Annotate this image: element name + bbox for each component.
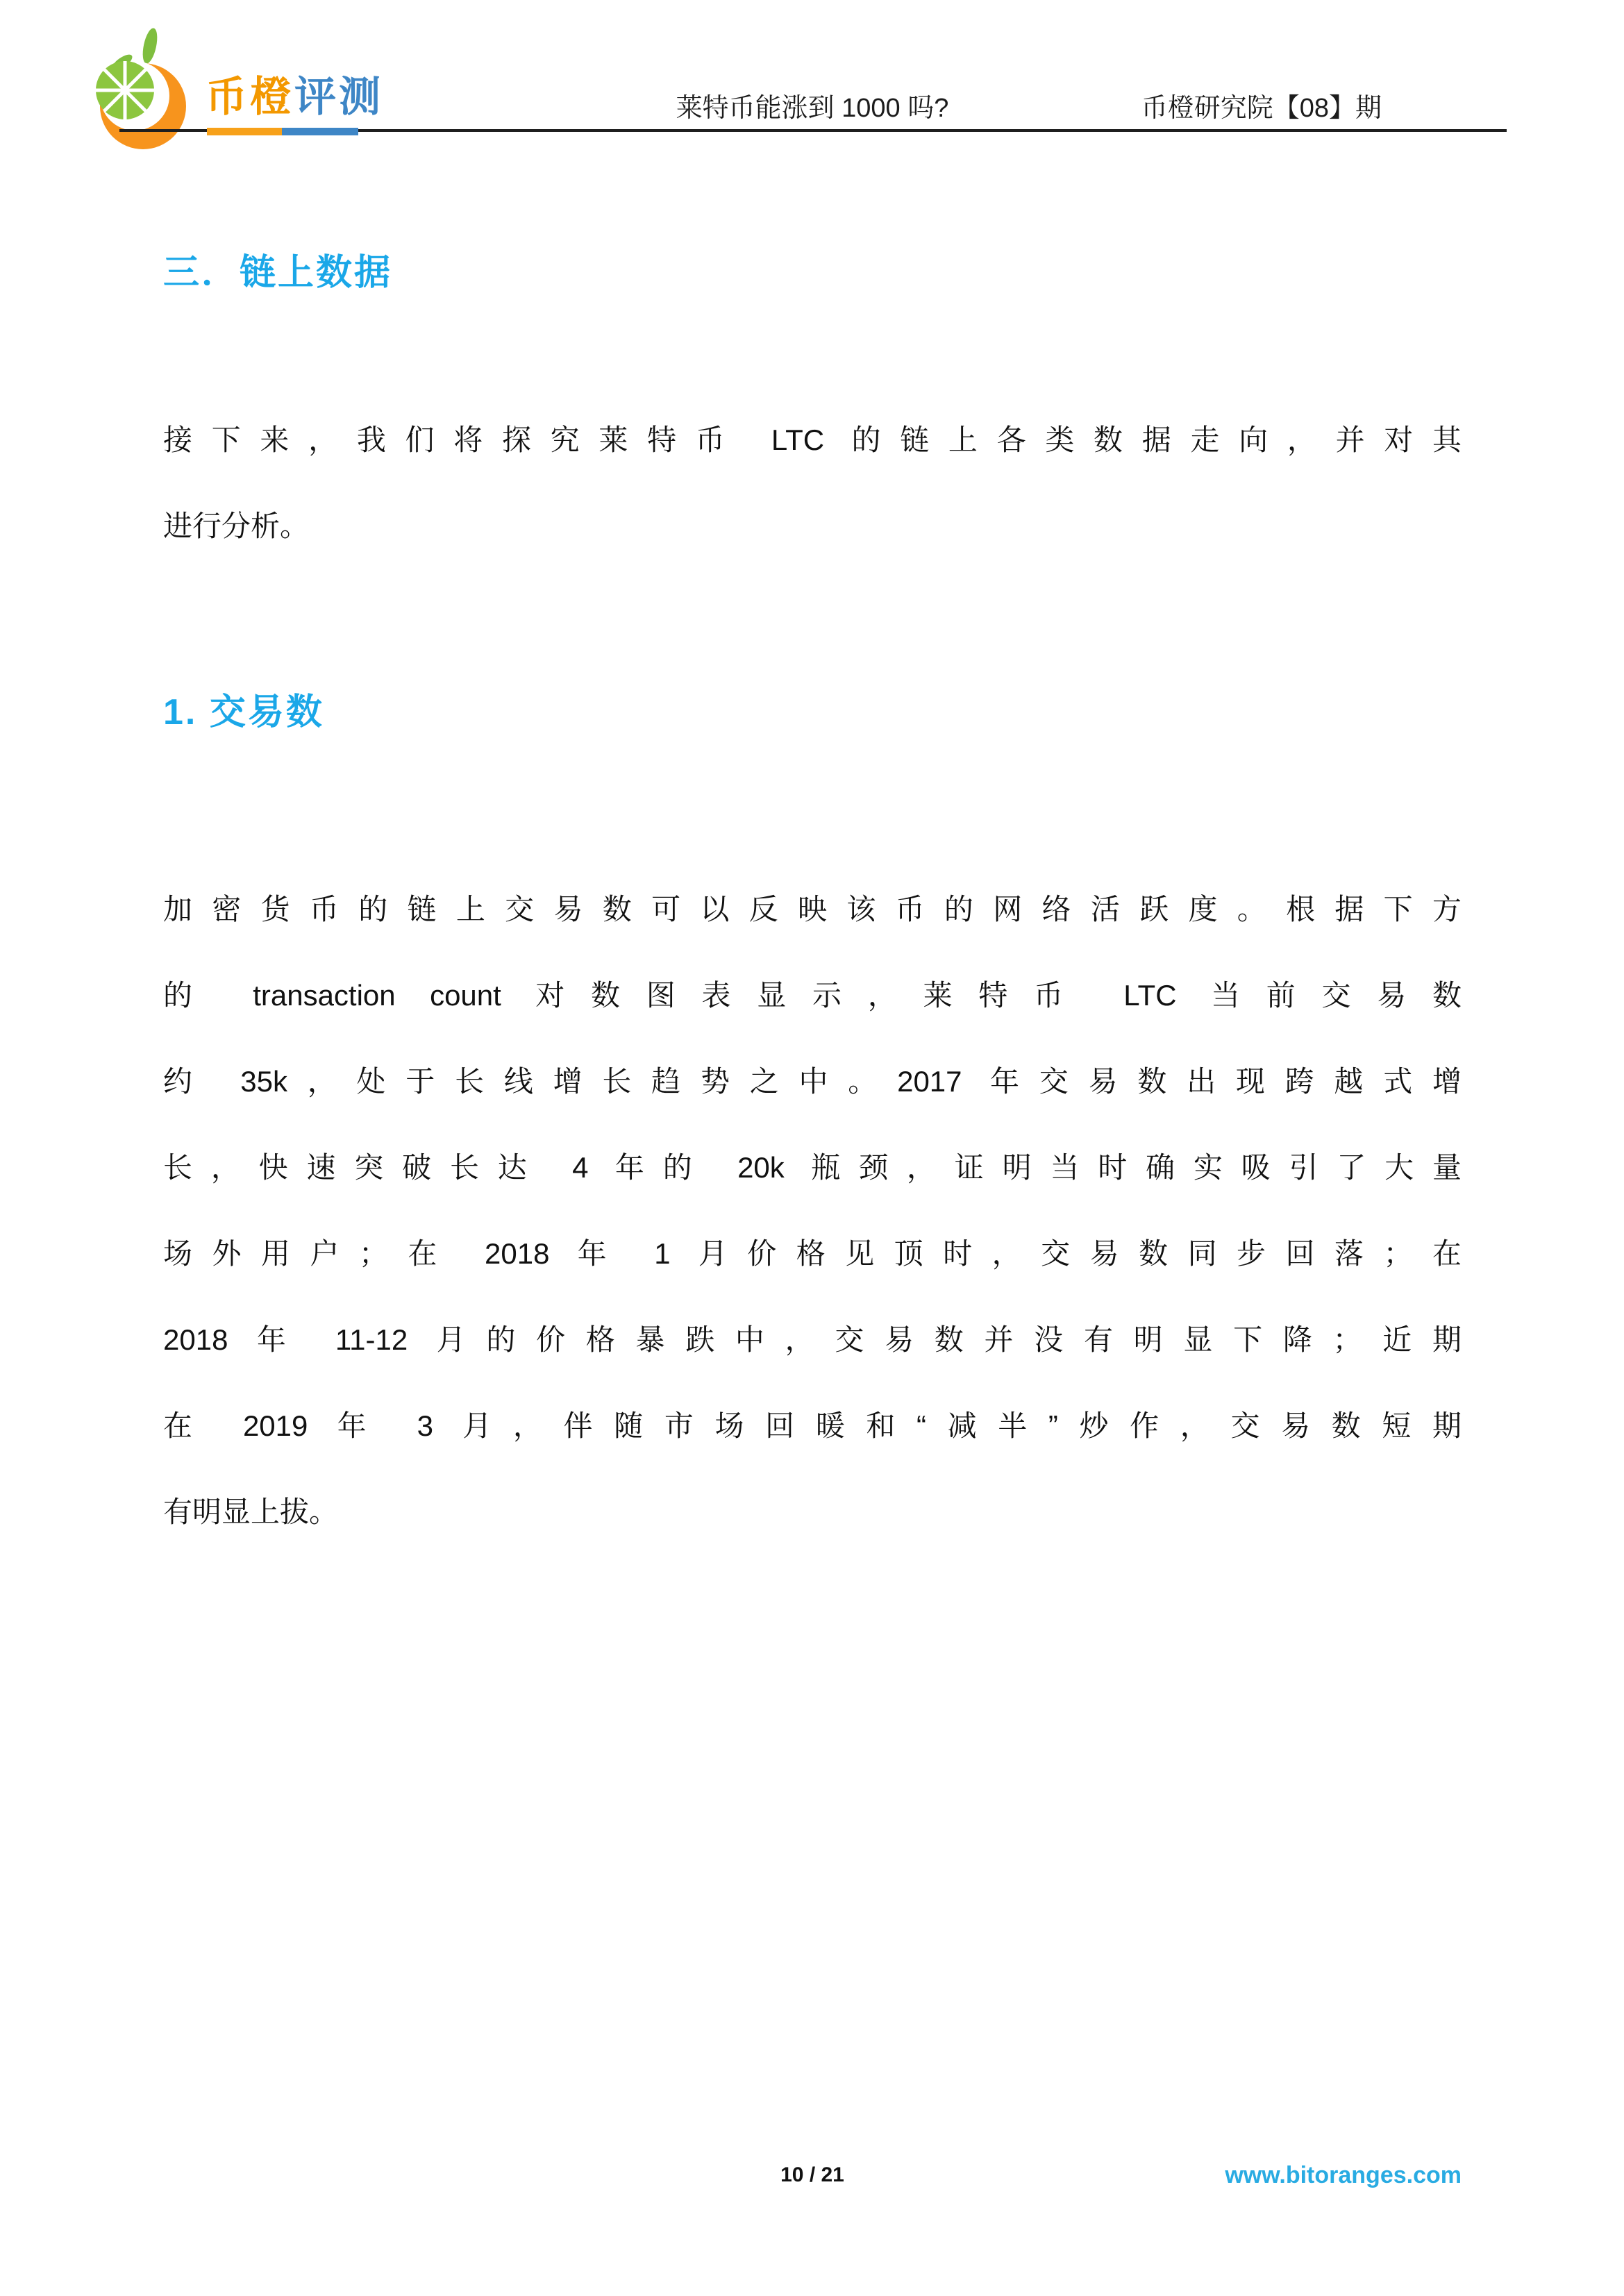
lime-slice [96, 61, 154, 119]
paragraph-line: 长，快速突破长达 4 年的 20k 瓶颈，证明当时确实吸引了大量 [163, 1151, 1462, 1184]
brand-wordmark-orange: 币橙 [206, 74, 294, 120]
paragraph-line: 进行分析。 [163, 510, 310, 542]
sub-heading: 1. 交易数 [163, 692, 324, 732]
header-doc-title: 莱特币能涨到 1000 吗? [676, 94, 949, 123]
paragraph-line: 在 2019 年 3 月，伴随市场回暖和“减半”炒作，交易数短期 [163, 1409, 1462, 1442]
intro-paragraph [163, 397, 1462, 569]
brand-underline-blue [282, 128, 358, 135]
paragraph-line: 加密货币的链上交易数可以反映该币的网络活跃度。根据下方 [163, 893, 1462, 925]
paragraph-line: 约 35k，处于长线增长趋势之中。2017 年交易数出现跨越式增 [163, 1065, 1462, 1098]
brand-underline-orange [207, 128, 282, 135]
brand-wordmark-blue: 评测 [294, 74, 383, 120]
page-number: 10 / 21 [780, 2163, 844, 2186]
website-link[interactable]: www.bitoranges.com [1225, 2162, 1462, 2188]
paragraph-line: 2018 年 11-12 月的价格暴跌中，交易数并没有明显下降；近期 [163, 1323, 1462, 1356]
paragraph-line: 场外用户；在 2018 年 1 月价格见顶时，交易数同步回落；在 [163, 1237, 1462, 1270]
paragraph-line: 接下来，我们将探究莱特币 LTC 的链上各类数据走向，并对其 [163, 424, 1462, 456]
main-paragraph [163, 866, 1462, 1555]
paragraph-line: 有明显上拔。 [163, 1495, 339, 1528]
paragraph-line: 的 transaction count 对数图表显示，莱特币 LTC 当前交易数 [163, 979, 1462, 1012]
header-issue-label: 币橙研究院【08】期 [1141, 94, 1382, 123]
section-heading: 三．链上数据 [163, 253, 393, 293]
